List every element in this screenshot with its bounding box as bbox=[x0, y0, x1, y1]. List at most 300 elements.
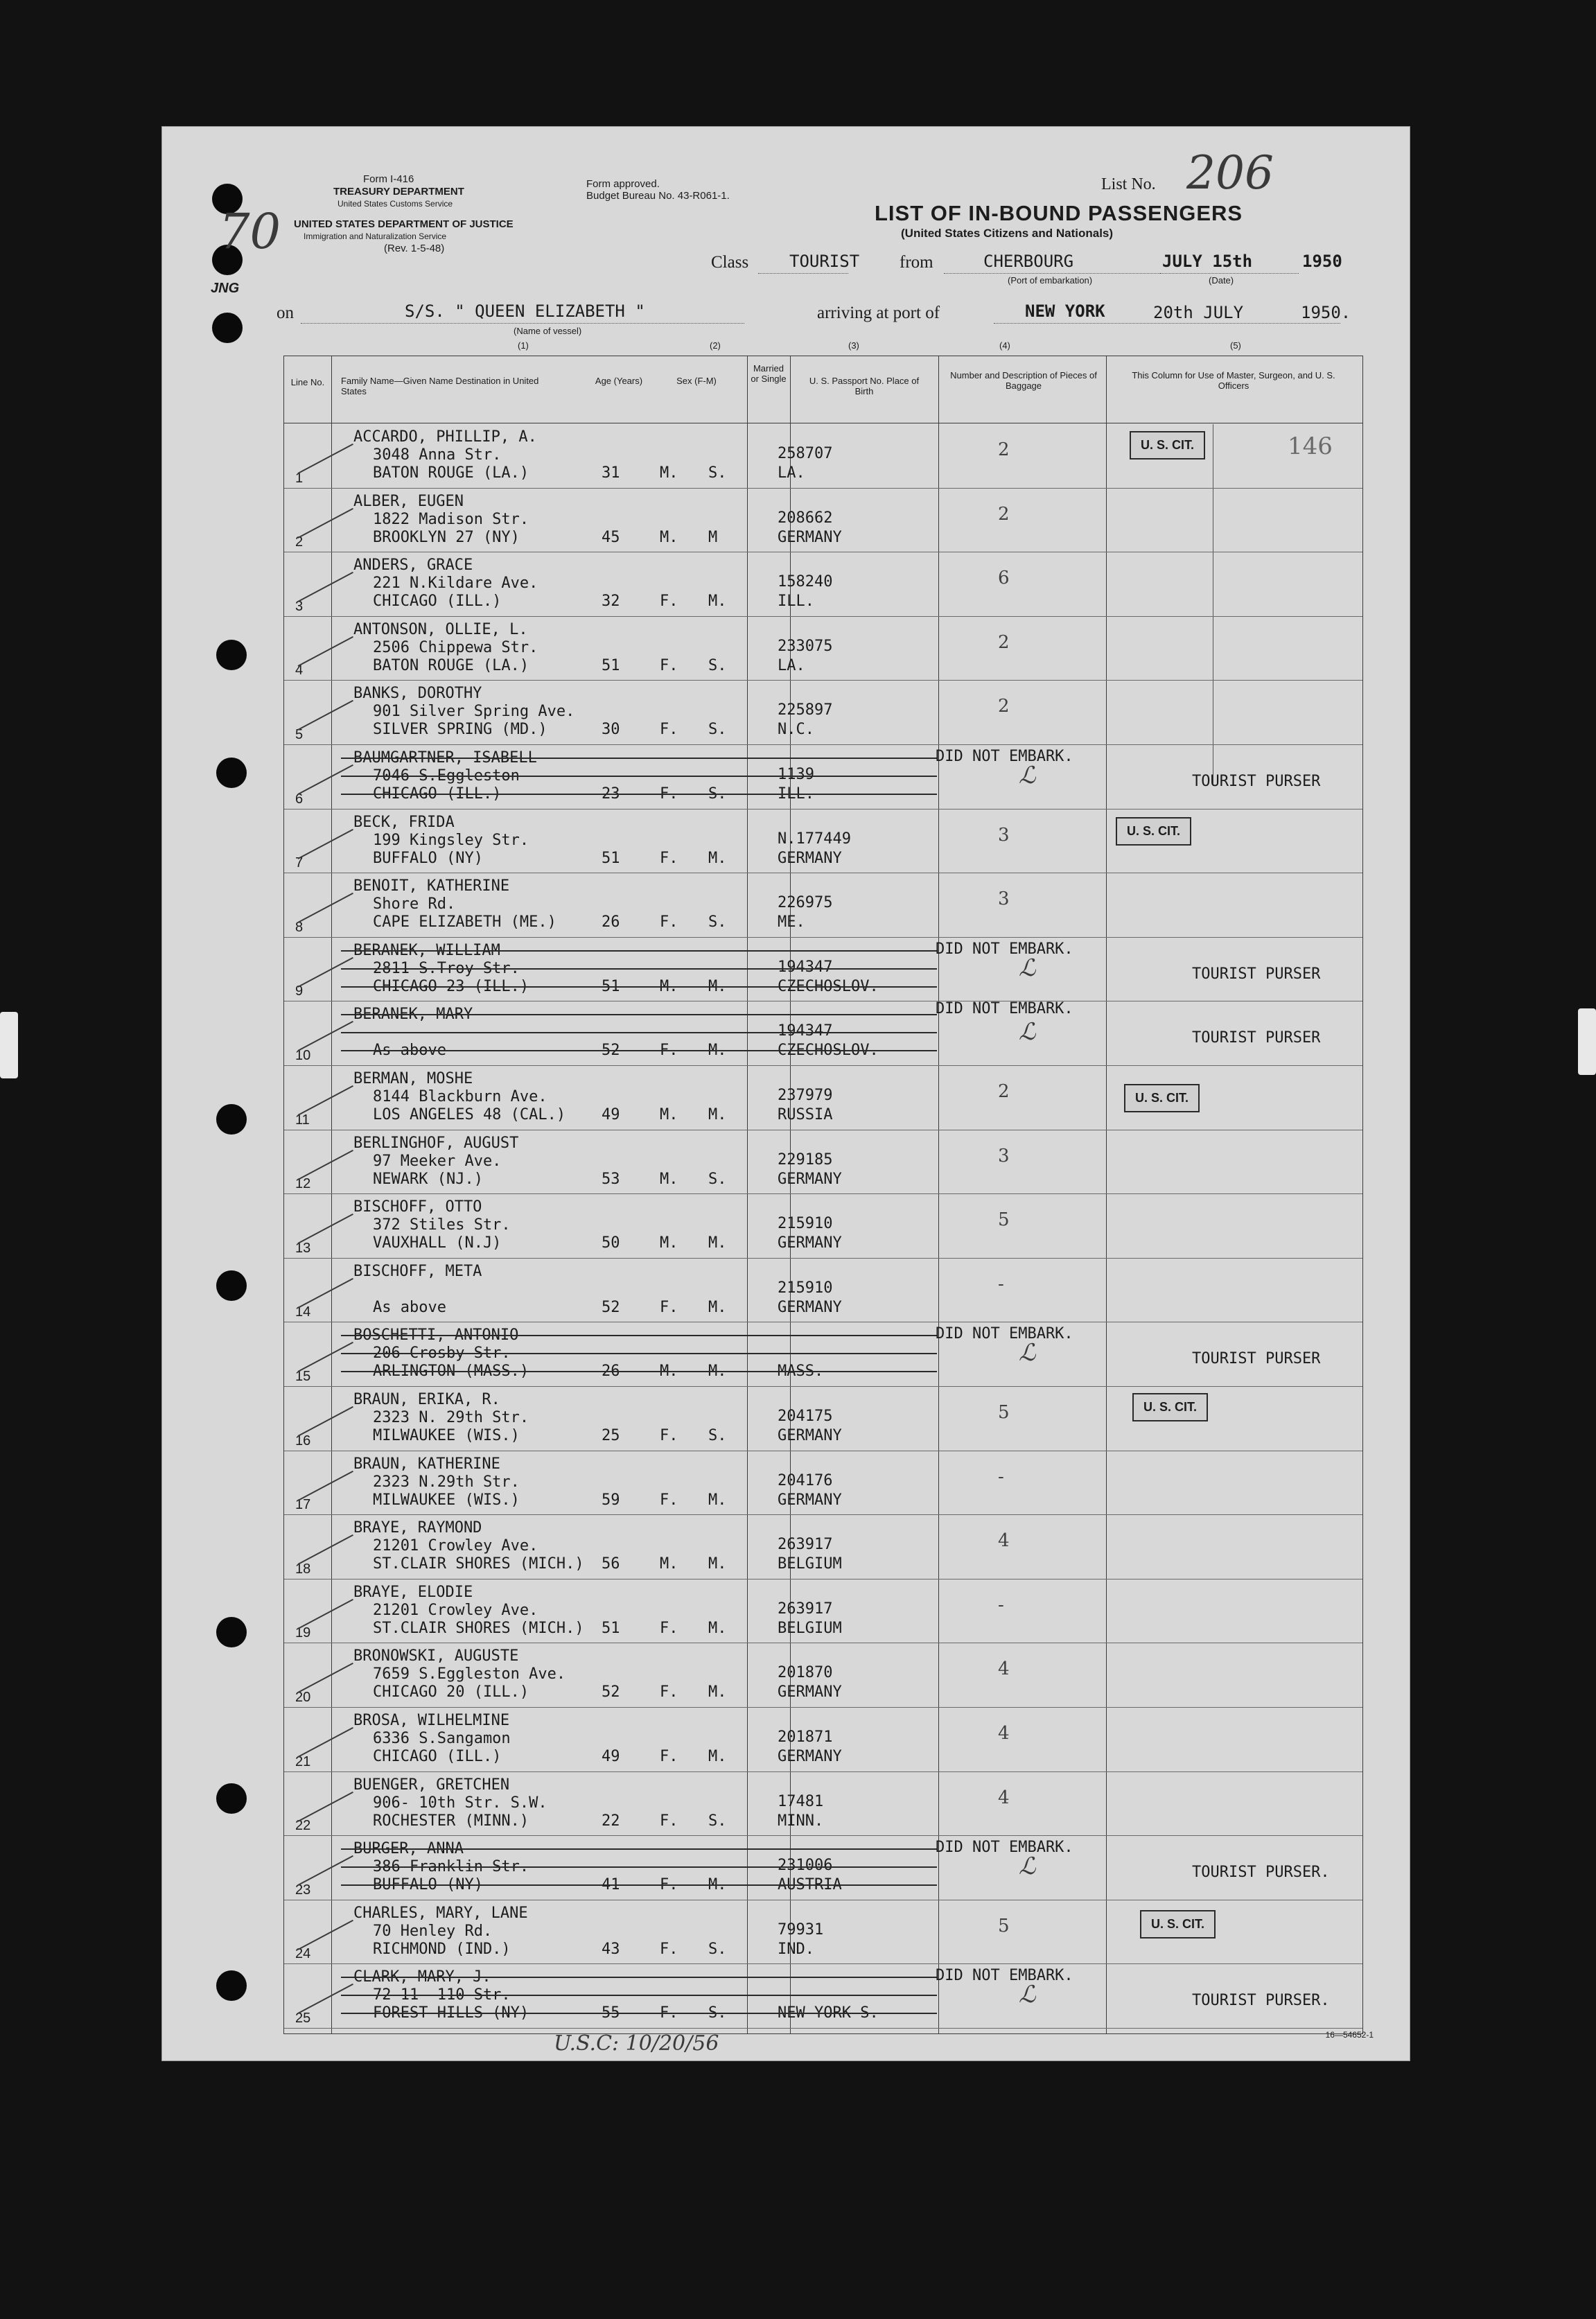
passenger-name: BANKS, DOROTHY bbox=[353, 685, 482, 703]
table-row bbox=[284, 745, 1362, 810]
page-subtitle: (United States Citizens and Nationals) bbox=[901, 227, 1114, 240]
us-cit-stamp: U. S. CIT. bbox=[1116, 817, 1191, 846]
manifest-page bbox=[161, 126, 1410, 2061]
purser-signature: ℒ bbox=[1019, 954, 1036, 982]
date-caption: (Date) bbox=[1209, 275, 1234, 286]
place-of-birth: RUSSIA bbox=[778, 1106, 833, 1123]
passenger-destination: MILWAUKEE (WIS.) bbox=[373, 1427, 520, 1444]
passenger-address: 2506 Chippewa Str. bbox=[373, 638, 538, 656]
arriving-label: arriving at port of bbox=[817, 304, 940, 322]
baggage-count: - bbox=[998, 1273, 1004, 1295]
passenger-age: 31 bbox=[602, 464, 620, 482]
purser-signature: ℒ bbox=[1019, 1018, 1036, 1047]
line-number: 12 bbox=[295, 1176, 311, 1192]
marital-status: S. bbox=[708, 1812, 727, 1830]
passenger-sex: F. bbox=[660, 721, 678, 739]
binder-hole bbox=[212, 313, 243, 343]
marital-status: M. bbox=[708, 1683, 727, 1701]
passenger-sex: F. bbox=[660, 849, 678, 867]
passenger-name: ACCARDO, PHILLIP, A. bbox=[353, 428, 537, 446]
check-mark bbox=[298, 1984, 353, 2014]
line-number: 10 bbox=[295, 1047, 311, 1063]
marital-status: M. bbox=[708, 1106, 727, 1123]
passenger-age: 56 bbox=[602, 1555, 620, 1573]
budget-bureau: Budget Bureau No. 43-R061-1. bbox=[586, 190, 730, 202]
strike-through-line bbox=[341, 1032, 937, 1033]
passenger-sex: F. bbox=[660, 1876, 678, 1894]
passenger-destination: CHICAGO 20 (ILL.) bbox=[373, 1683, 529, 1701]
marital-status: M. bbox=[708, 1876, 727, 1894]
passenger-address: 2323 N. 29th Str. bbox=[373, 1409, 529, 1426]
check-mark bbox=[298, 1534, 353, 1565]
table-row bbox=[284, 1451, 1362, 1516]
marital-status: M. bbox=[708, 849, 727, 867]
check-mark bbox=[298, 1791, 353, 1821]
purser-signature: ℒ bbox=[1019, 762, 1036, 789]
passenger-destination: BUFFALO (NY) bbox=[373, 849, 483, 867]
passenger-destination: MILWAUKEE (WIS.) bbox=[373, 1491, 520, 1509]
passenger-destination: CHICAGO (ILL.) bbox=[373, 593, 502, 611]
place-of-birth: IND. bbox=[778, 1940, 814, 1958]
class-label: Class bbox=[711, 253, 749, 272]
passenger-name: BISCHOFF, OTTO bbox=[353, 1198, 482, 1216]
marital-status: S. bbox=[708, 721, 727, 739]
header-sex: Sex (F-M) bbox=[676, 376, 717, 386]
baggage-count: 2 bbox=[998, 1081, 1010, 1102]
marital-status: M. bbox=[708, 1619, 727, 1637]
marital-status: S. bbox=[708, 785, 727, 803]
passenger-name: BERLINGHOF, AUGUST bbox=[353, 1134, 519, 1152]
marital-status: S. bbox=[708, 913, 727, 931]
check-mark bbox=[298, 507, 353, 538]
check-mark bbox=[298, 1021, 353, 1051]
marital-status: M. bbox=[708, 977, 727, 995]
passenger-address: 21201 Crowley Ave. bbox=[373, 1601, 538, 1619]
place-of-birth: GERMANY bbox=[778, 849, 842, 867]
passenger-age: 51 bbox=[602, 656, 620, 674]
passenger-destination: ST.CLAIR SHORES (MICH.) bbox=[373, 1555, 584, 1573]
passenger-name: ALBER, EUGEN bbox=[353, 492, 464, 510]
binder-hole bbox=[216, 1104, 247, 1135]
baggage-count: - bbox=[998, 1594, 1004, 1616]
passenger-name: BENOIT, KATHERINE bbox=[353, 877, 510, 895]
passenger-destination: RICHMOND (IND.) bbox=[373, 1940, 511, 1958]
col-num-4: (4) bbox=[999, 340, 1010, 351]
passport-number: 204175 bbox=[778, 1408, 833, 1425]
check-mark bbox=[298, 1342, 353, 1372]
passenger-age: 25 bbox=[602, 1427, 620, 1444]
baggage-count: 3 bbox=[998, 824, 1010, 846]
passenger-address: 7046 S.Eggleston bbox=[373, 767, 520, 785]
passenger-name: CLARK, MARY, J. bbox=[353, 1968, 491, 1986]
stamp-number: 146 bbox=[1288, 432, 1333, 460]
col-num-5: (5) bbox=[1230, 340, 1241, 351]
table-row bbox=[284, 617, 1362, 681]
marital-status: S. bbox=[708, 1170, 727, 1188]
did-not-embark-note: DID NOT EMBARK. bbox=[936, 1967, 1073, 1985]
strike-through-line bbox=[341, 1848, 937, 1850]
treasury-dept: TREASURY DEPARTMENT bbox=[333, 186, 464, 198]
departure-year: 1950 bbox=[1302, 252, 1342, 271]
passport-number: 215910 bbox=[778, 1215, 833, 1233]
table-row bbox=[284, 873, 1362, 938]
passenger-sex: M. bbox=[660, 1555, 678, 1573]
table-row bbox=[284, 1194, 1362, 1259]
passenger-age: 52 bbox=[602, 1298, 620, 1316]
line-number: 11 bbox=[295, 1112, 310, 1128]
passenger-sex: F. bbox=[660, 1491, 678, 1509]
place-of-birth: NEW YORK S. bbox=[778, 2004, 879, 2022]
passenger-address: 221 N.Kildare Ave. bbox=[373, 575, 538, 593]
passenger-sex: F. bbox=[660, 2004, 678, 2022]
passenger-address: 7659 S.Eggleston Ave. bbox=[373, 1665, 566, 1683]
binder-hole bbox=[216, 1783, 247, 1814]
margin-note: JNG bbox=[211, 281, 240, 296]
line-number: 14 bbox=[295, 1304, 311, 1320]
passenger-age: 49 bbox=[602, 1748, 620, 1765]
binder-hole bbox=[216, 1617, 247, 1647]
line-number: 2 bbox=[295, 534, 304, 550]
check-mark bbox=[298, 700, 353, 730]
marital-status: M. bbox=[708, 1748, 727, 1765]
film-edge-mark bbox=[0, 1012, 18, 1078]
passport-number: 208662 bbox=[778, 509, 833, 527]
strike-through-line bbox=[341, 776, 937, 777]
passenger-address: 21201 Crowley Ave. bbox=[373, 1537, 538, 1555]
purser-signature: ℒ bbox=[1019, 1981, 1036, 2009]
strike-through-line bbox=[341, 1335, 937, 1336]
ins-service: Immigration and Naturalization Service bbox=[304, 231, 447, 241]
line-number: 4 bbox=[295, 663, 304, 679]
check-mark bbox=[298, 1214, 353, 1244]
passenger-address: 906- 10th Str. S.W. bbox=[373, 1794, 547, 1812]
place-of-birth: BELGIUM bbox=[778, 1619, 842, 1637]
passenger-sex: M. bbox=[660, 1234, 678, 1252]
place-of-birth: N.C. bbox=[778, 721, 814, 739]
passenger-destination: LOS ANGELES 48 (CAL.) bbox=[373, 1106, 566, 1123]
passenger-sex: M. bbox=[660, 1106, 678, 1123]
tourist-purser-note: TOURIST PURSER bbox=[1192, 1350, 1321, 1368]
passenger-sex: F. bbox=[660, 1042, 678, 1060]
marital-status: M. bbox=[708, 1298, 727, 1316]
check-mark bbox=[298, 893, 353, 923]
passenger-age: 26 bbox=[602, 1363, 620, 1381]
purser-signature: ℒ bbox=[1019, 1339, 1036, 1367]
line-number: 21 bbox=[295, 1753, 311, 1769]
passenger-destination: As above bbox=[373, 1298, 446, 1316]
page-title: LIST OF IN-BOUND PASSENGERS bbox=[875, 201, 1243, 225]
passenger-name: BECK, FRIDA bbox=[353, 813, 455, 831]
binder-hole bbox=[216, 758, 247, 788]
line-number: 5 bbox=[295, 726, 304, 742]
passport-number: 229185 bbox=[778, 1150, 833, 1169]
passenger-address: 8144 Blackburn Ave. bbox=[373, 1088, 547, 1105]
passport-number: 263917 bbox=[778, 1536, 833, 1554]
passenger-address: 2323 N.29th Str. bbox=[373, 1473, 520, 1491]
passenger-sex: M. bbox=[660, 528, 678, 546]
baggage-count: 2 bbox=[998, 503, 1010, 525]
tourist-purser-note: TOURIST PURSER. bbox=[1192, 1864, 1330, 1882]
place-of-birth: GERMANY bbox=[778, 1170, 842, 1188]
margin-handwritten-number: 70 bbox=[219, 203, 281, 260]
passenger-age: 52 bbox=[602, 1683, 620, 1701]
passenger-name: BOSCHETTI, ANTONIO bbox=[353, 1327, 519, 1345]
passport-number: 158240 bbox=[778, 573, 833, 591]
strike-through-line bbox=[341, 758, 937, 759]
bottom-handwritten-note: U.S.C: 10/20/56 bbox=[554, 2031, 719, 2056]
passenger-sex: F. bbox=[660, 1940, 678, 1958]
marital-status: M. bbox=[708, 1555, 727, 1573]
passenger-age: 51 bbox=[602, 1619, 620, 1637]
baggage-count: 5 bbox=[998, 1915, 1010, 1936]
table-row bbox=[284, 1130, 1362, 1195]
check-mark bbox=[298, 828, 353, 859]
strike-through-line bbox=[341, 794, 937, 795]
passenger-name: BURGER, ANNA bbox=[353, 1840, 464, 1858]
place-of-birth: GERMANY bbox=[778, 1748, 842, 1765]
table-row bbox=[284, 1066, 1362, 1130]
vessel-underline bbox=[301, 322, 744, 324]
passenger-address: 1822 Madison Str. bbox=[373, 510, 529, 528]
line-number: 22 bbox=[295, 1818, 311, 1834]
us-cit-stamp: U. S. CIT. bbox=[1124, 1084, 1200, 1112]
baggage-count: 6 bbox=[998, 568, 1010, 589]
departure-date: JULY 15th bbox=[1162, 252, 1253, 271]
place-of-birth: BELGIUM bbox=[778, 1555, 842, 1573]
table-row bbox=[284, 1964, 1362, 2029]
table-row bbox=[284, 1836, 1362, 1900]
place-of-birth: LA. bbox=[778, 656, 805, 674]
row-rule bbox=[284, 2028, 1362, 2029]
binder-hole bbox=[216, 1970, 247, 2001]
passenger-destination: VAUXHALL (N.J) bbox=[373, 1234, 502, 1252]
passenger-age: 22 bbox=[602, 1812, 620, 1830]
marital-status: M. bbox=[708, 1234, 727, 1252]
place-of-birth: GERMANY bbox=[778, 1427, 842, 1444]
check-mark bbox=[298, 572, 353, 602]
passenger-sex: F. bbox=[660, 913, 678, 931]
passenger-address: 386 Franklin Str. bbox=[373, 1858, 529, 1876]
place-of-birth: ME. bbox=[778, 913, 805, 931]
passenger-sex: F. bbox=[660, 1619, 678, 1637]
passenger-address: Shore Rd. bbox=[373, 895, 456, 913]
header-married: Married or Single bbox=[751, 363, 787, 384]
marital-status: M. bbox=[708, 1042, 727, 1060]
passenger-name: BAUMGARTNER, ISABELL bbox=[353, 749, 537, 767]
binder-hole bbox=[216, 640, 247, 670]
baggage-count: 5 bbox=[998, 1209, 1010, 1231]
line-number: 25 bbox=[295, 2010, 311, 2026]
marital-status: S. bbox=[708, 1940, 727, 1958]
marital-status: M. bbox=[708, 1491, 727, 1509]
strike-through-line bbox=[341, 968, 937, 970]
baggage-count: 4 bbox=[998, 1530, 1010, 1552]
passenger-name: ANTONSON, OLLIE, L. bbox=[353, 620, 528, 638]
col-num-3: (3) bbox=[848, 340, 859, 351]
line-number: 24 bbox=[295, 1946, 311, 1962]
check-mark bbox=[298, 1470, 353, 1500]
passenger-sex: F. bbox=[660, 1683, 678, 1701]
strike-through-line bbox=[341, 1995, 937, 1996]
check-mark bbox=[298, 1855, 353, 1886]
header-age: Age (Years) bbox=[595, 376, 643, 386]
place-of-birth: GERMANY bbox=[778, 1683, 842, 1701]
line-number: 1 bbox=[295, 470, 304, 486]
check-mark bbox=[298, 1599, 353, 1629]
passenger-name: BERANEK, WILLIAM bbox=[353, 941, 500, 959]
strike-through-line bbox=[341, 986, 937, 988]
baggage-count: 4 bbox=[998, 1659, 1010, 1680]
did-not-embark-note: DID NOT EMBARK. bbox=[936, 748, 1073, 765]
passport-number: 194347 bbox=[778, 958, 833, 976]
table-row bbox=[284, 1259, 1362, 1323]
passenger-sex: M. bbox=[660, 1170, 678, 1188]
arrival-underline bbox=[994, 322, 1340, 324]
line-number: 19 bbox=[295, 1625, 311, 1641]
passenger-destination: BATON ROUGE (LA.) bbox=[373, 464, 529, 482]
place-of-birth: AUSTRIA bbox=[778, 1876, 842, 1894]
passenger-destination: CHICAGO (ILL.) bbox=[373, 1748, 502, 1765]
check-mark bbox=[298, 957, 353, 988]
line-number: 13 bbox=[295, 1240, 311, 1256]
passenger-destination: ROCHESTER (MINN.) bbox=[373, 1812, 529, 1830]
strike-through-line bbox=[341, 1371, 937, 1372]
marital-status: S. bbox=[708, 656, 727, 674]
passenger-age: 53 bbox=[602, 1170, 620, 1188]
table-row bbox=[284, 810, 1362, 874]
passport-number: 233075 bbox=[778, 637, 833, 655]
table-row bbox=[284, 1515, 1362, 1579]
on-label: on bbox=[277, 304, 294, 322]
passport-number: N.177449 bbox=[778, 830, 851, 848]
place-of-birth: GERMANY bbox=[778, 528, 842, 546]
passenger-age: 52 bbox=[602, 1042, 620, 1060]
place-of-birth: CZECHOSLOV. bbox=[778, 1042, 879, 1060]
strike-through-line bbox=[341, 1014, 937, 1015]
table-row bbox=[284, 552, 1362, 617]
passport-number: 263917 bbox=[778, 1600, 833, 1618]
list-no-value: 206 bbox=[1186, 146, 1274, 200]
place-of-birth: ILL. bbox=[778, 785, 814, 803]
place-of-birth: MINN. bbox=[778, 1812, 824, 1830]
passenger-age: 55 bbox=[602, 2004, 620, 2022]
passenger-address: 97 Meeker Ave. bbox=[373, 1152, 502, 1170]
baggage-count: 4 bbox=[998, 1787, 1010, 1808]
passenger-address: 901 Silver Spring Ave. bbox=[373, 703, 575, 721]
passenger-age: 23 bbox=[602, 785, 620, 803]
check-mark bbox=[298, 1920, 353, 1950]
strike-through-line bbox=[341, 1353, 937, 1354]
passenger-name: BRAYE, ELODIE bbox=[353, 1583, 473, 1601]
line-number: 7 bbox=[295, 855, 304, 871]
passport-number: 79931 bbox=[778, 1920, 824, 1939]
footer-code: 16—54652-1 bbox=[1325, 2030, 1374, 2040]
passport-number: 17481 bbox=[778, 1792, 824, 1810]
check-mark bbox=[298, 444, 353, 474]
table-row bbox=[284, 681, 1362, 745]
strike-through-line bbox=[341, 1866, 937, 1868]
date-underline bbox=[1160, 272, 1299, 274]
passenger-name: BUENGER, GRETCHEN bbox=[353, 1776, 510, 1794]
class-underline bbox=[758, 272, 848, 274]
passenger-age: 26 bbox=[602, 913, 620, 931]
passenger-address: 2811 S.Troy Str. bbox=[373, 959, 520, 977]
passport-number: 237979 bbox=[778, 1087, 833, 1104]
passenger-age: 43 bbox=[602, 1940, 620, 1958]
table-row bbox=[284, 938, 1362, 1002]
marital-status: S. bbox=[708, 1427, 727, 1444]
passenger-sex: F. bbox=[660, 1812, 678, 1830]
passenger-sex: F. bbox=[660, 1427, 678, 1444]
line-number: 23 bbox=[295, 1882, 311, 1898]
strike-through-line bbox=[341, 2013, 937, 2014]
check-mark bbox=[298, 764, 353, 795]
did-not-embark-note: DID NOT EMBARK. bbox=[936, 940, 1073, 958]
passenger-age: 51 bbox=[602, 849, 620, 867]
passenger-sex: F. bbox=[660, 656, 678, 674]
form-approved: Form approved. bbox=[586, 178, 660, 190]
us-cit-stamp: U. S. CIT. bbox=[1140, 1910, 1216, 1939]
passenger-name: CHARLES, MARY, LANE bbox=[353, 1904, 528, 1922]
header-baggage: Number and Description of Pieces of Baggage bbox=[950, 370, 1097, 391]
passenger-age: 32 bbox=[602, 593, 620, 611]
marital-status: M. bbox=[708, 1363, 727, 1381]
place-of-birth: GERMANY bbox=[778, 1491, 842, 1509]
passenger-sex: F. bbox=[660, 593, 678, 611]
passport-number: 201870 bbox=[778, 1664, 833, 1682]
baggage-count: 2 bbox=[998, 696, 1010, 717]
from-value: CHERBOURG bbox=[983, 252, 1074, 271]
place-of-birth: LA. bbox=[778, 464, 805, 482]
passenger-name: BRAUN, KATHERINE bbox=[353, 1455, 500, 1473]
passenger-address: 372 Stiles Str. bbox=[373, 1216, 511, 1234]
passenger-destination: FOREST HILLS (NY) bbox=[373, 2004, 529, 2022]
tourist-purser-note: TOURIST PURSER bbox=[1192, 773, 1321, 790]
passenger-age: 49 bbox=[602, 1106, 620, 1123]
passenger-sex: F. bbox=[660, 785, 678, 803]
passport-number: 204176 bbox=[778, 1471, 833, 1489]
place-of-birth: MASS. bbox=[778, 1363, 824, 1381]
line-number: 18 bbox=[295, 1561, 311, 1577]
check-mark bbox=[298, 1727, 353, 1758]
passport-number: 258707 bbox=[778, 445, 833, 462]
passenger-sex: F. bbox=[660, 1748, 678, 1765]
passport-number: 231006 bbox=[778, 1857, 833, 1875]
passenger-table bbox=[283, 356, 1363, 2034]
passenger-destination: BATON ROUGE (LA.) bbox=[373, 656, 529, 674]
place-of-birth: GERMANY bbox=[778, 1298, 842, 1316]
header-officers: This Column for Use of Master, Surgeon, and U. S. Officers bbox=[1132, 370, 1335, 391]
check-mark bbox=[298, 1406, 353, 1437]
passenger-destination: BUFFALO (NY) bbox=[373, 1876, 483, 1894]
baggage-count: 5 bbox=[998, 1402, 1010, 1423]
did-not-embark-note: DID NOT EMBARK. bbox=[936, 1325, 1073, 1343]
line-number: 3 bbox=[295, 598, 304, 614]
passenger-name: BISCHOFF, META bbox=[353, 1262, 482, 1280]
passenger-address: 3048 Anna Str. bbox=[373, 446, 502, 464]
line-number: 9 bbox=[295, 983, 304, 999]
col-num-1: (1) bbox=[518, 340, 529, 351]
passenger-sex: M. bbox=[660, 977, 678, 995]
strike-through-line bbox=[341, 950, 937, 952]
table-row bbox=[284, 1579, 1362, 1644]
passport-number: 225897 bbox=[778, 701, 833, 719]
us-cit-stamp: U. S. CIT. bbox=[1132, 1393, 1208, 1421]
arrival-port: NEW YORK bbox=[1025, 301, 1105, 321]
passenger-name: BRONOWSKI, AUGUSTE bbox=[353, 1647, 519, 1665]
passenger-destination: ST.CLAIR SHORES (MICH.) bbox=[373, 1619, 584, 1637]
header-passport: U. S. Passport No. Place of Birth bbox=[809, 376, 920, 396]
